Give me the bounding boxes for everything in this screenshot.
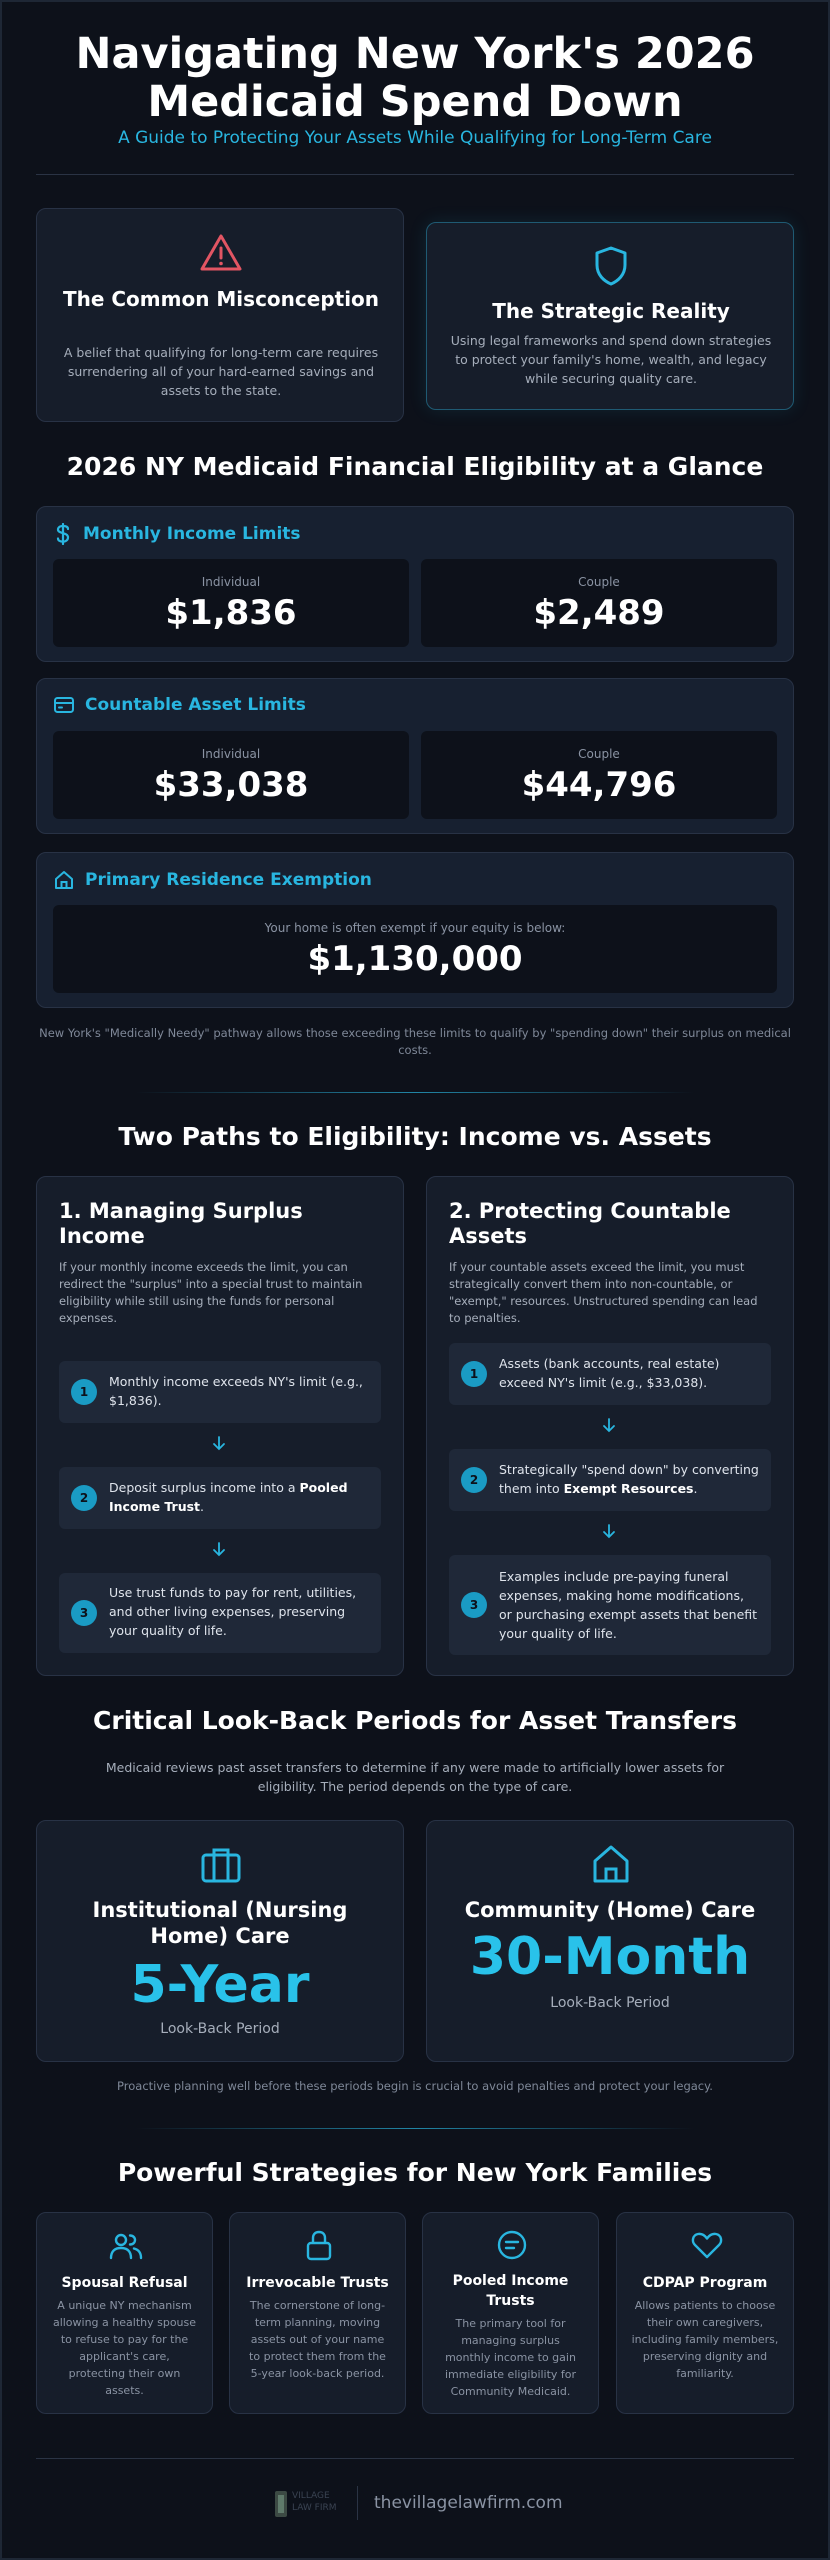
residence-exemption-value: $1,130,000 <box>307 939 523 979</box>
asset-individual-label: Individual <box>201 747 261 761</box>
medically-needy-note: New York's "Medically Needy" pathway allows those exceeding these limits to qualify by "spending down" their surplus on medical costs. <box>39 1026 791 1057</box>
divider <box>36 174 794 175</box>
income-limits-card <box>36 506 794 662</box>
residence-exemption-box <box>53 905 777 993</box>
coin-icon <box>496 2229 528 2261</box>
strategy-title: Spousal Refusal <box>61 2275 188 2291</box>
arrow-down-icon <box>211 1435 227 1451</box>
asset-couple-label: Couple <box>578 747 620 761</box>
misconception-card <box>36 208 404 422</box>
income-couple-value: $2,489 <box>533 593 665 633</box>
residence-exemption-card <box>36 852 794 1008</box>
heart-icon <box>691 2231 723 2259</box>
step-text: Assets (bank accounts, real estate) exceed NY's limit (e.g., $33,038). <box>499 1356 720 1390</box>
step-number: 1 <box>461 1361 487 1387</box>
reality-text: Using legal frameworks and spend down strategies to protect your family's home, wealth, and legacy while securing quality care. <box>450 333 772 386</box>
assets-step-3 <box>449 1555 771 1655</box>
misconception-text: A belief that qualifying for long-term care requires surrendering all of your hard-earned savings and assets to the state. <box>63 345 379 398</box>
step-text: Deposit surplus income into a Pooled Income Trust. <box>109 1480 348 1514</box>
divider <box>136 2128 694 2129</box>
step-text: Examples include pre-paying funeral expenses, making home modifications, or purchasing exempt assets that benefit your quality of life. <box>499 1569 758 1641</box>
community-care-title: Community (Home) Care <box>464 1898 756 1922</box>
strategy-text: The cornerstone of long-term planning, moving assets out of your name to protect them from the 5-year look-back period. <box>249 2299 386 2380</box>
strategy-card-cdpap-program <box>616 2212 794 2414</box>
community-lookback-label: Look-Back Period <box>550 1995 670 2011</box>
asset-limits-card <box>36 678 794 834</box>
divider <box>136 1092 694 1093</box>
arrow-down-icon <box>211 1541 227 1557</box>
warning-triangle-icon <box>199 233 243 273</box>
strategy-card-spousal-refusal <box>36 2212 213 2414</box>
strategy-title: Pooled Income Trusts <box>452 2273 569 2309</box>
residence-exemption-label: Your home is often exempt if your equity is below: <box>264 921 566 935</box>
income-couple-label: Couple <box>578 575 620 589</box>
asset-individual-box <box>53 731 409 819</box>
arrow-down-icon <box>601 1523 617 1539</box>
briefcase-icon <box>199 1845 243 1885</box>
assets-step-2 <box>449 1449 771 1511</box>
income-couple-box <box>421 559 777 647</box>
strategy-text: The primary tool for managing surplus monthly income to gain immediate eligibility for Community Medicaid. <box>444 2317 577 2398</box>
page-subtitle: A Guide to Protecting Your Assets While Qualifying for Long-Term Care <box>118 128 712 148</box>
step-text: Use trust funds to pay for rent, utilities, and other living expenses, preserving your quality of life. <box>109 1585 357 1638</box>
assets-path-desc: If your countable assets exceed the limit, you must strategically convert them into non-countable, or "exempt," resources. Unstructured spending can lead to penalties. <box>449 1260 758 1325</box>
page-title: Navigating New York's 2026 Medicaid Spend Down <box>75 29 755 127</box>
income-limits-title: Monthly Income Limits <box>83 524 301 544</box>
strategy-text: A unique NY mechanism allowing a healthy spouse to refuse to pay for the applicant's care, protecting their own assets. <box>52 2299 197 2397</box>
asset-limits-header <box>53 695 306 715</box>
arrow-down-icon <box>601 1417 617 1433</box>
residence-exemption-header <box>53 869 372 891</box>
income-path-title: 1. Managing Surplus Income <box>59 1199 303 1248</box>
strategy-text: Allows patients to choose their own caregivers, including family members, preserving dignity and familiarity. <box>631 2299 779 2380</box>
asset-couple-value: $44,796 <box>521 765 677 805</box>
step-number: 1 <box>71 1379 97 1405</box>
wallet-icon <box>53 696 75 714</box>
institutional-lookback-label: Look-Back Period <box>160 2021 280 2037</box>
misconception-title: The Common Misconception <box>62 287 380 311</box>
step-number: 2 <box>71 1485 97 1511</box>
users-icon <box>109 2231 143 2261</box>
income-path-card <box>36 1176 404 1676</box>
lookback-intro: Medicaid reviews past asset transfers to determine if any were made to artificially lower assets for eligibility. The period depends on the type of care. <box>105 1760 725 1794</box>
income-step-3 <box>59 1573 381 1653</box>
step-number: 3 <box>461 1592 487 1618</box>
strategy-title: CDPAP Program <box>642 2275 768 2291</box>
strategy-title: Irrevocable Trusts <box>246 2275 389 2291</box>
shield-icon <box>593 245 629 287</box>
income-individual-value: $1,836 <box>165 593 297 633</box>
eligibility-heading: 2026 NY Medicaid Financial Eligibility at a Glance <box>66 452 764 481</box>
income-step-1 <box>59 1361 381 1423</box>
income-individual-box <box>53 559 409 647</box>
strategy-card-irrevocable-trusts <box>229 2212 406 2414</box>
reality-card <box>426 222 794 410</box>
home-icon <box>591 1843 631 1885</box>
step-text: Strategically "spend down" by converting them into Exempt Resources. <box>499 1462 759 1496</box>
asset-limits-title: Countable Asset Limits <box>85 695 306 715</box>
asset-individual-value: $33,038 <box>153 765 309 805</box>
dollar-icon <box>53 523 73 545</box>
footer-divider <box>357 2486 358 2520</box>
community-care-card <box>426 1820 794 2062</box>
assets-path-title: 2. Protecting Countable Assets <box>449 1199 731 1248</box>
firm-logo <box>272 2488 344 2518</box>
assets-path-card <box>426 1176 794 1676</box>
home-icon <box>53 869 75 891</box>
income-limits-header <box>53 523 301 545</box>
lock-icon <box>304 2229 334 2261</box>
institutional-care-card <box>36 1820 404 2062</box>
lookback-note: Proactive planning well before these periods begin is crucial to avoid penalties and protect your legacy. <box>117 2079 713 2093</box>
step-text: Monthly income exceeds NY's limit (e.g., $1,836). <box>109 1374 363 1408</box>
institutional-lookback-period: 5-Year <box>130 1955 310 2015</box>
exempt-resources-emphasis: Exempt Resources <box>563 1481 694 1496</box>
community-lookback-period: 30-Month <box>469 1927 751 1987</box>
income-step-2 <box>59 1467 381 1529</box>
residence-exemption-title: Primary Residence Exemption <box>85 870 372 890</box>
step-number: 2 <box>461 1467 487 1493</box>
strategy-card-pooled-income-trusts <box>422 2212 599 2414</box>
step-number: 3 <box>71 1600 97 1626</box>
logo-text: VILLAGE LAW FIRM <box>292 2491 337 2513</box>
income-path-desc: If your monthly income exceeds the limit, you can redirect the "surplus" into a special trust to maintain eligibility while still using the funds for personal expenses. <box>59 1260 363 1325</box>
strategies-heading: Powerful Strategies for New York Families <box>117 2158 713 2187</box>
income-individual-label: Individual <box>201 575 261 589</box>
pooled-income-trust-emphasis: Pooled Income Trust <box>109 1480 348 1514</box>
asset-couple-box <box>421 731 777 819</box>
paths-heading: Two Paths to Eligibility: Income vs. Assets <box>118 1122 712 1151</box>
assets-step-1 <box>449 1343 771 1405</box>
divider <box>36 2458 794 2459</box>
logo-mark-icon <box>274 2490 288 2518</box>
website-link[interactable]: thevillagelawfirm.com <box>374 2493 563 2513</box>
reality-title: The Strategic Reality <box>492 299 730 323</box>
lookback-heading: Critical Look-Back Periods for Asset Transfers <box>93 1706 737 1735</box>
institutional-care-title: Institutional (Nursing Home) Care <box>92 1898 348 1948</box>
